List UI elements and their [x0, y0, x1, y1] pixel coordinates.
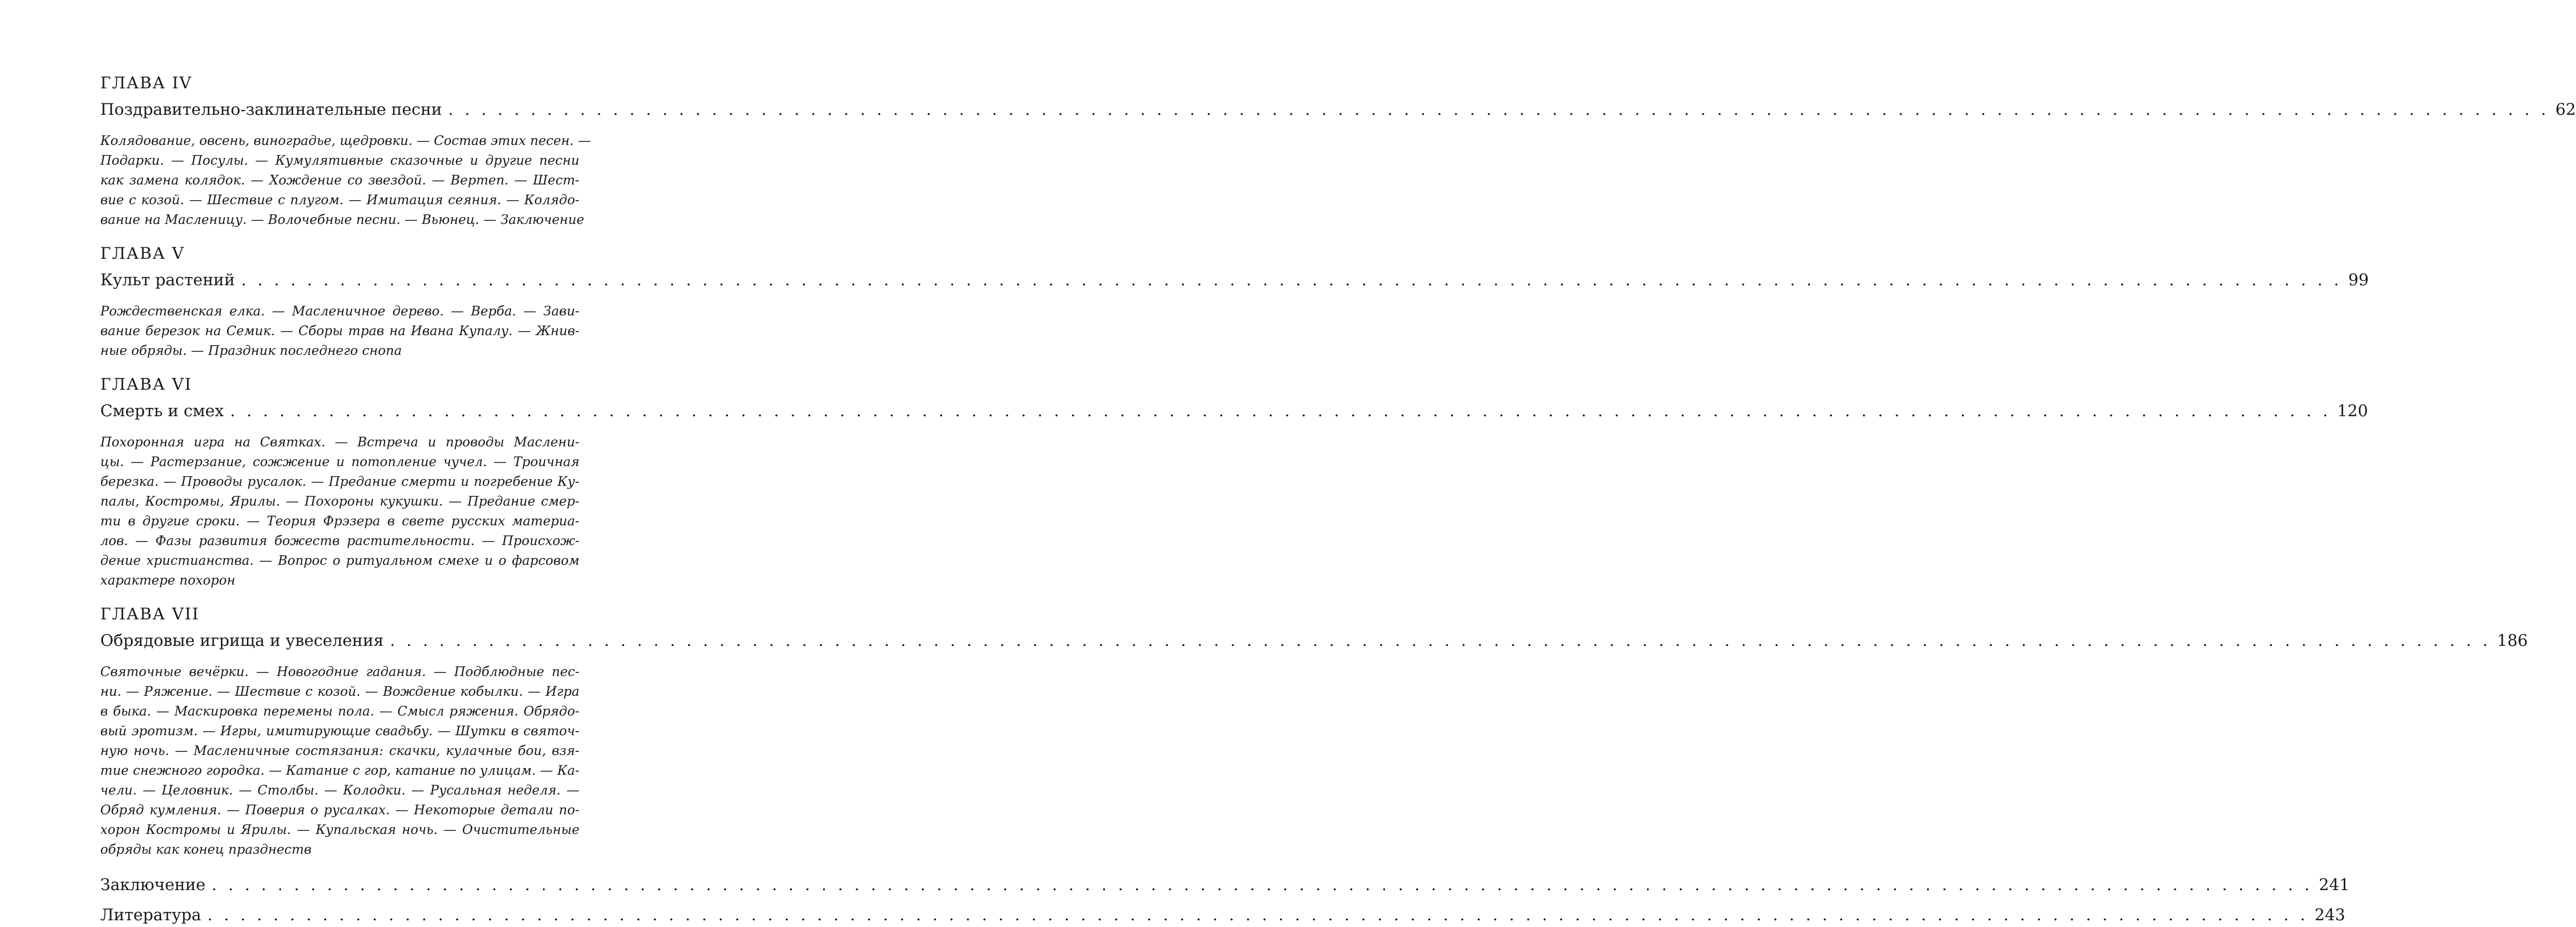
entry-title: Обрядовые игрища и увеселения — [100, 631, 384, 650]
chapter-vi — [100, 374, 2368, 590]
summary-line: палы, Костромы, Ярилы. — Похороны кукушки. — Предание смер- — [100, 494, 579, 509]
summary-line: вание на Масленицу. — Волочебные песни. — Вьюнец. — Заключение — [100, 212, 585, 227]
chapter-label: ГЛАВА VII — [100, 605, 200, 624]
chapter-vii — [100, 604, 2528, 859]
back-matter — [100, 873, 2350, 927]
chapter-label: ГЛАВА VI — [100, 375, 192, 394]
dot-leader: . . . . . . . . . . . . . . . . . . . . . . . . . . . . . . . . . . . . . . . . . . . . . . . . . . . . . . . . . . . . . . . . . . . . . . . . . . . . . . . . . . . . . . . . . . . . . . . . . . . . . . . . . . . . . . . . . . . . . . . . . . . . . . . . — [448, 100, 2549, 119]
entry-page-number: 120 — [2337, 402, 2368, 420]
summary-line: чели. — Целовник. — Столбы. — Колодки. — Русальная неделя. — — [100, 783, 579, 798]
summary-line: ную ночь. — Масленичные состязания: скачки, кулачные бои, взя- — [100, 743, 579, 758]
dot-leader: . . . . . . . . . . . . . . . . . . . . . . . . . . . . . . . . . . . . . . . . . . . . . . . . . . . . . . . . . . . . . . . . . . . . . . . . . . . . . . . . . . . . . . . . . . . . . . . . . . . . . . . . . . . . . . . . . . . . . . . . . . . . . . . . — [212, 876, 2313, 894]
toc-entry-conclusion[interactable] — [100, 873, 2350, 897]
summary-line: Подарки. — Посулы. — Кумулятивные сказочные и другие песни — [100, 153, 579, 168]
dot-leader: . . . . . . . . . . . . . . . . . . . . . . . . . . . . . . . . . . . . . . . . . . . . . . . . . . . . . . . . . . . . . . . . . . . . . . . . . . . . . . . . . . . . . . . . . . . . . . . . . . . . . . . . . . . . . . . . . . . . . . . . . . . . . . . . — [241, 271, 2342, 289]
summary-line: вый эротизм. — Игры, имитирующие свадьбу. — Шутки в святоч- — [100, 723, 579, 738]
toc-entry-literature[interactable] — [100, 903, 2346, 927]
chapter-summary — [100, 131, 591, 230]
summary-line: как замена колядок. — Хождение со звездой. — Вертеп. — Шест- — [100, 173, 579, 188]
chapter-v — [100, 243, 2369, 361]
summary-line: ни. — Ряжение. — Шествие с козой. — Вождение кобылки. — Игра — [100, 684, 579, 699]
summary-line: Рождественская елка. — Масленичное дерево. — Верба. — Зави- — [100, 303, 579, 319]
toc-entry[interactable] — [100, 268, 2369, 292]
entry-page-number: 241 — [2319, 876, 2350, 894]
summary-line: вание березок на Семик. — Сборы трав на Ивана Купалу. — Жнив- — [100, 323, 579, 338]
dot-leader: . . . . . . . . . . . . . . . . . . . . . . . . . . . . . . . . . . . . . . . . . . . . . . . . . . . . . . . . . . . . . . . . . . . . . . . . . . . . . . . . . . . . . . . . . . . . . . . . . . . . . . . . . . . . . . . . . . . . . . . . . . . . . . . . — [207, 906, 2308, 924]
summary-line: вие с козой. — Шествие с плугом. — Имитация сеяния. — Колядо- — [100, 192, 579, 207]
entry-title: Заключение — [100, 876, 206, 894]
chapter-summary — [100, 301, 579, 361]
summary-line: дение христианства. — Вопрос о ритуальном смехе и о фарсовом — [100, 553, 579, 568]
entry-title: Литература — [100, 906, 202, 924]
table-of-contents — [100, 73, 2576, 927]
summary-line: тие снежного городка. — Катание с гор, катание по улицам. — Ка- — [100, 763, 579, 778]
summary-line: Похоронная игра на Святках. — Встреча и проводы Маслени- — [100, 434, 579, 449]
toc-entry[interactable] — [100, 629, 2528, 653]
chapter-iv — [100, 73, 2576, 230]
summary-line: ти в другие сроки. — Теория Фрэзера в свете русских материа- — [100, 513, 579, 528]
dot-leader: . . . . . . . . . . . . . . . . . . . . . . . . . . . . . . . . . . . . . . . . . . . . . . . . . . . . . . . . . . . . . . . . . . . . . . . . . . . . . . . . . . . . . . . . . . . . . . . . . . . . . . . . . . . . . . . . . . . . . . . . . . . . . . . . — [390, 631, 2491, 650]
entry-page-number: 186 — [2497, 631, 2528, 650]
toc-entry[interactable] — [100, 98, 2576, 122]
chapter-label: ГЛАВА IV — [100, 74, 192, 92]
summary-line: березка. — Проводы русалок. — Предание смерти и погребение Ку- — [100, 474, 579, 489]
entry-title: Смерть и смех — [100, 402, 224, 420]
summary-line: в быка. — Маскировка перемены пола. — Смысл ряжения. Обрядо- — [100, 704, 579, 719]
summary-line: Святочные вечёрки. — Новогодние гадания. — Подблюдные пес- — [100, 664, 579, 679]
chapter-label: ГЛАВА V — [100, 244, 185, 263]
summary-line: обряды как конец празднеств — [100, 842, 312, 857]
summary-line: цы. — Растерзание, сожжение и потопление чучел. — Троичная — [100, 454, 579, 469]
dot-leader: . . . . . . . . . . . . . . . . . . . . . . . . . . . . . . . . . . . . . . . . . . . . . . . . . . . . . . . . . . . . . . . . . . . . . . . . . . . . . . . . . . . . . . . . . . . . . . . . . . . . . . . . . . . . . . . . . . . . . . . . . . . . . . . . — [230, 402, 2331, 420]
summary-line: лов. — Фазы развития божеств растительности. — Происхож- — [100, 533, 579, 548]
summary-line: ные обряды. — Праздник последнего снопа — [100, 343, 402, 358]
entry-page-number: 243 — [2314, 906, 2346, 924]
summary-line: характере похорон — [100, 573, 235, 588]
summary-line: хорон Костромы и Ярилы. — Купальская ночь. — Очистительные — [100, 822, 579, 837]
chapter-summary — [100, 662, 579, 859]
entry-title: Культ растений — [100, 271, 235, 289]
summary-line: Колядование, овсень, виноградье, щедровки. — Состав этих песен. — — [100, 133, 591, 148]
entry-title: Поздравительно-заклинательные песни — [100, 100, 442, 119]
toc-entry[interactable] — [100, 399, 2368, 423]
entry-page-number: 99 — [2348, 271, 2369, 289]
entry-page-number: 62 — [2555, 100, 2576, 119]
summary-line: Обряд кумления. — Поверия о русалках. — Некоторые детали по- — [100, 802, 579, 817]
chapter-summary — [100, 432, 579, 590]
